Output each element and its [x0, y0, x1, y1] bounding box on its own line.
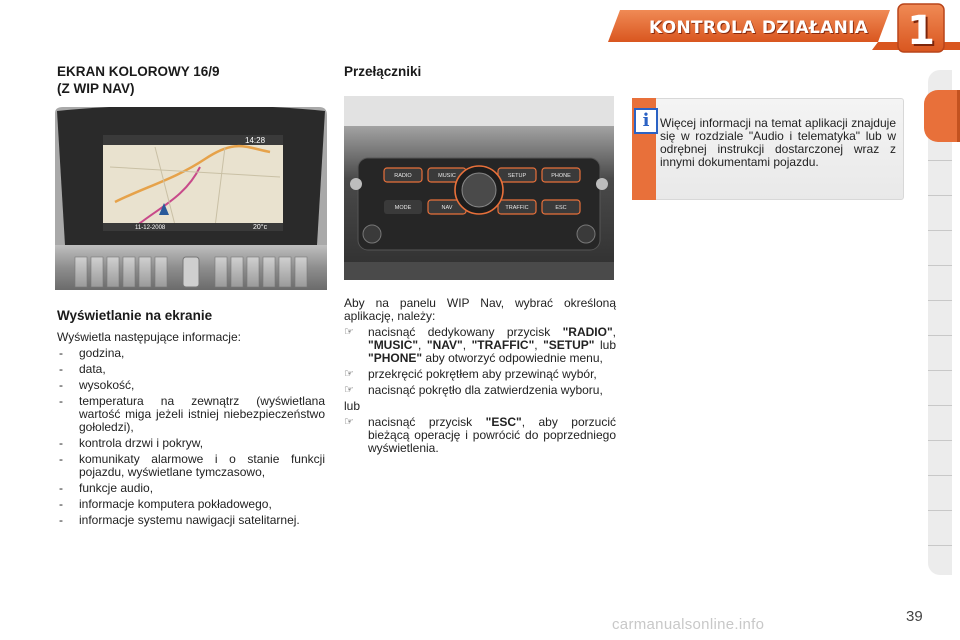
- display-heading: Wyświetlanie na ekranie: [57, 308, 213, 323]
- tab-divider: [928, 440, 952, 441]
- tab-divider: [928, 230, 952, 231]
- tab-divider: [928, 160, 952, 161]
- control-panel-image: [344, 96, 614, 280]
- pointing-hand-icon: ☞: [344, 416, 354, 428]
- screen-clock: 14:28: [245, 136, 266, 145]
- list-item: - godzina,: [57, 347, 325, 360]
- screen-date: 11-12-2008: [135, 225, 166, 231]
- instructions-intro: Aby na panelu WIP Nav, wybrać określoną aplikację, należy:: [344, 296, 616, 323]
- step-text: aby otworzyć odpowiednie menu,: [422, 351, 603, 365]
- tab-divider: [928, 300, 952, 301]
- switches-instructions: [344, 297, 616, 458]
- section-title: [57, 63, 220, 97]
- tab-divider: [928, 370, 952, 371]
- traffic-button-label: TRAFFIC: [505, 205, 529, 211]
- list-item: - funkcje audio,: [57, 482, 325, 495]
- info-text: Więcej informacji na temat aplikacji znajduje się w rozdziale "Audio i telematyka" lub w odrębnej instrukcji dostarczonej wraz z innymi dokumentami pojazdu.: [660, 116, 896, 169]
- tab-active-chapter-1[interactable]: [924, 90, 960, 142]
- tab-divider: [928, 510, 952, 511]
- step-press-knob: [344, 384, 616, 397]
- tab-divider: [928, 265, 952, 266]
- list-item: - wysokość,: [57, 379, 325, 392]
- step-text: nacisnąć dedykowany przycisk: [368, 325, 563, 339]
- tab-divider: [928, 335, 952, 336]
- music-key: "MUSIC": [368, 338, 419, 352]
- list-item: - informacje komputera pokładowego,: [57, 498, 325, 511]
- tab-divider: [928, 405, 952, 406]
- step-text: , aby porzucić bieżącą operację i powrócić do poprzedniego wyświetlenia.: [368, 415, 616, 455]
- info-icon: i: [634, 108, 658, 134]
- nav-button-label: NAV: [441, 205, 453, 211]
- setup-key: "SETUP": [543, 338, 595, 352]
- pointing-hand-icon: ☞: [344, 384, 354, 396]
- step-text: lub: [594, 338, 617, 352]
- tab-divider: [928, 195, 952, 196]
- title-line-1: EKRAN KOLOROWY 16/9: [57, 64, 220, 79]
- phone-button-label: PHONE: [551, 173, 571, 179]
- phone-key: "PHONE": [368, 351, 423, 365]
- esc-button-label: ESC: [555, 205, 567, 211]
- chapter-title: KONTROLA DZIAŁANIA: [649, 18, 869, 38]
- step-esc: [344, 416, 616, 455]
- or-label: lub: [344, 399, 361, 413]
- radio-key: "RADIO": [562, 325, 613, 339]
- tab-divider: [928, 475, 952, 476]
- step-text: nacisnąć pokrętło dla zatwierdzenia wyboru,: [368, 383, 603, 397]
- color-screen-image: [55, 107, 327, 290]
- step-text: przekręcić pokrętłem aby przewinąć wybór,: [368, 367, 597, 381]
- list-item: - informacje systemu nawigacji satelitarnej.: [57, 514, 325, 527]
- display-info-list: [57, 347, 325, 530]
- setup-button-label: SETUP: [507, 173, 527, 179]
- list-item: - komunikaty alarmowe i o stanie funkcji pojazdu, wyświetlane tymczasowo,: [57, 453, 325, 479]
- mode-button-label: MODE: [394, 205, 412, 211]
- screen-temperature: 20°c: [253, 224, 268, 231]
- pointing-hand-icon: ☞: [344, 326, 354, 338]
- music-button-label: MUSIC: [438, 173, 456, 179]
- list-item: - data,: [57, 363, 325, 376]
- traffic-key: "TRAFFIC": [471, 338, 535, 352]
- chapter-tab-strip: [928, 70, 952, 575]
- tab-divider: [928, 545, 952, 546]
- esc-key: "ESC": [485, 415, 522, 429]
- step-text: nacisnąć przycisk: [368, 415, 486, 429]
- radio-button-label: RADIO: [394, 173, 412, 179]
- chapter-number: 1: [907, 8, 935, 54]
- watermark: carmanualsonline.info: [612, 616, 765, 633]
- pointing-hand-icon: ☞: [344, 368, 354, 380]
- list-item: - temperatura na zewnątrz (wyświetlana wartość miga jeżeli istniej niebezpieczeństwo gołoledzi),: [57, 395, 325, 434]
- title-line-2: (Z WIP NAV): [57, 81, 135, 96]
- list-item: - kontrola drzwi i pokryw,: [57, 437, 325, 450]
- step-dedicated-button: ☞ nacisnąć dedykowany przycisk "RADIO", "MUSIC", "NAV", "TRAFFIC", "SETUP" lub "PHONE" aby otworzyć odpowiednie menu,: [344, 325, 617, 365]
- switches-title: Przełączniki: [344, 64, 422, 79]
- step-rotate-knob: [344, 368, 616, 381]
- page-number: 39: [906, 608, 923, 625]
- nav-key: "NAV": [426, 338, 463, 352]
- display-intro: Wyświetla następujące informacje:: [57, 330, 241, 344]
